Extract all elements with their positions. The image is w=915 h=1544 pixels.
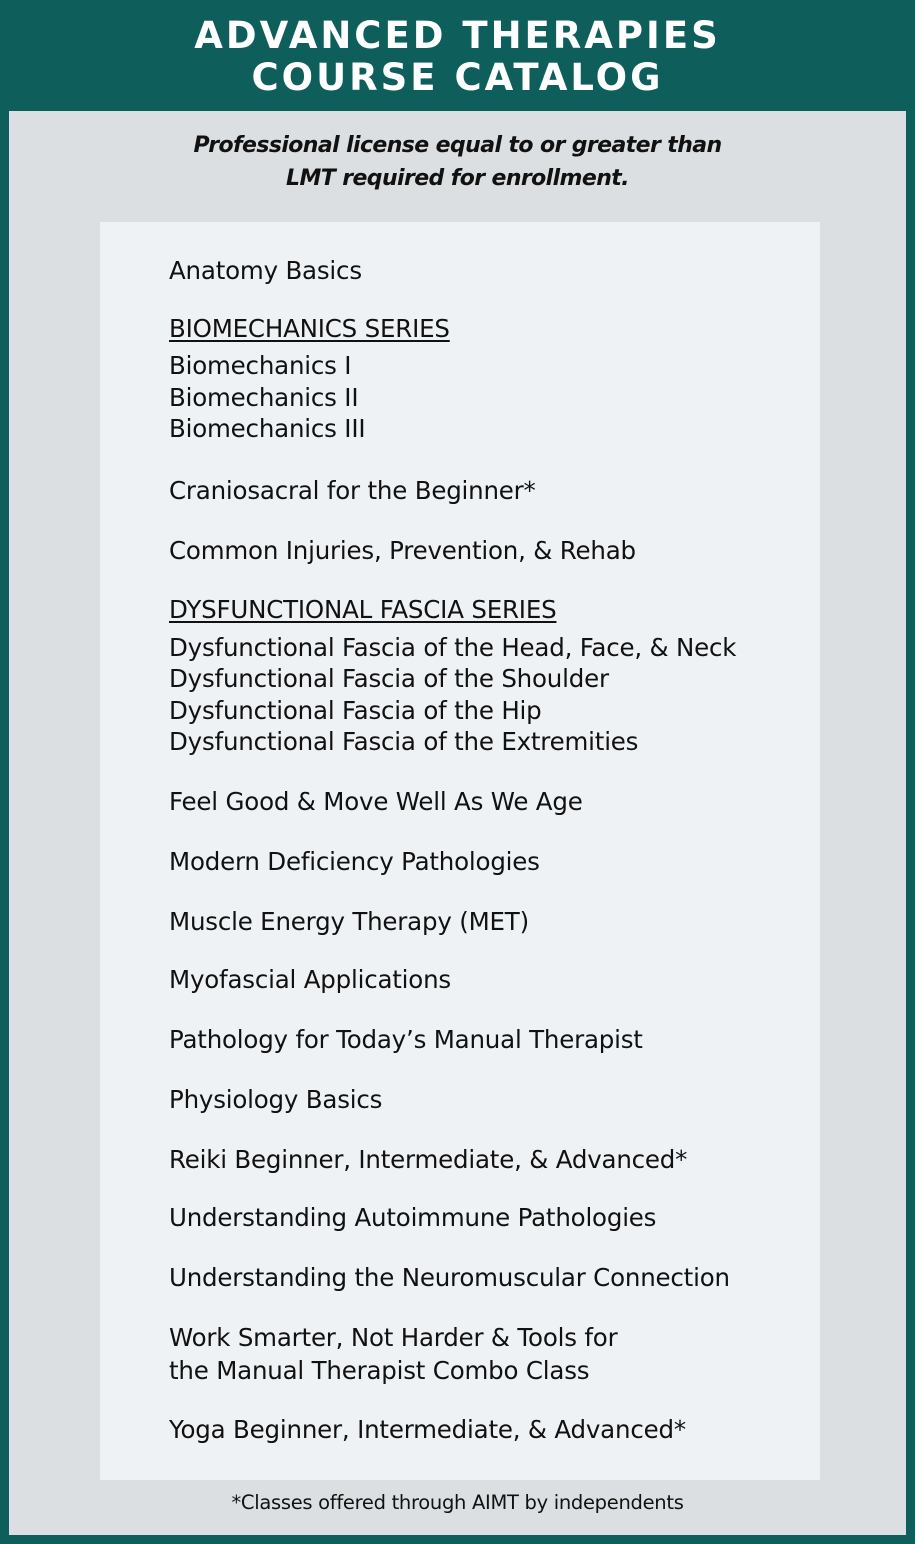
- course-pathology-today: Pathology for Today’s Manual Therapist: [169, 1025, 643, 1054]
- course-autoimmune: Understanding Autoimmune Pathologies: [169, 1203, 657, 1232]
- catalog-title-line1: ADVANCED THERAPIES: [194, 14, 721, 57]
- course-physiology-basics: Physiology Basics: [169, 1085, 383, 1114]
- course-reiki: Reiki Beginner, Intermediate, & Advanced*: [169, 1145, 688, 1174]
- biomechanics-series-heading: BIOMECHANICS SERIES: [169, 314, 450, 343]
- course-yoga: Yoga Beginner, Intermediate, & Advanced*: [169, 1415, 686, 1444]
- catalog-header: [0, 0, 915, 104]
- course-biomechanics-3: Biomechanics III: [169, 414, 366, 443]
- course-work-smarter-line1: Work Smarter, Not Harder & Tools for: [169, 1323, 618, 1352]
- course-list: [100, 222, 820, 1480]
- enrollment-requirement-line2: LMT required for enrollment.: [286, 166, 629, 191]
- footnote: *Classes offered through AIMT by independents: [231, 1491, 684, 1514]
- course-anatomy-basics: Anatomy Basics: [169, 256, 362, 285]
- course-biomechanics-2: Biomechanics II: [169, 383, 359, 412]
- course-fascia-head-face-neck: Dysfunctional Fascia of the Head, Face, & Neck: [169, 633, 737, 662]
- course-myofascial: Myofascial Applications: [169, 965, 451, 994]
- course-common-injuries: Common Injuries, Prevention, & Rehab: [169, 536, 636, 565]
- course-neuromuscular: Understanding the Neuromuscular Connection: [169, 1263, 730, 1292]
- enrollment-requirement-line1: Professional license equal to or greater than: [193, 133, 722, 158]
- course-fascia-shoulder: Dysfunctional Fascia of the Shoulder: [169, 664, 609, 693]
- course-craniosacral: Craniosacral for the Beginner*: [169, 476, 536, 505]
- course-muscle-energy: Muscle Energy Therapy (MET): [169, 907, 529, 936]
- enrollment-requirement: [9, 129, 906, 195]
- course-fascia-extremities: Dysfunctional Fascia of the Extremities: [169, 727, 639, 756]
- course-modern-deficiency: Modern Deficiency Pathologies: [169, 847, 540, 876]
- course-biomechanics-1: Biomechanics I: [169, 351, 352, 380]
- course-work-smarter-line2: the Manual Therapist Combo Class: [169, 1356, 590, 1385]
- catalog-title-line2: COURSE CATALOG: [251, 56, 664, 99]
- course-feel-good: Feel Good & Move Well As We Age: [169, 787, 583, 816]
- catalog-panel: [9, 111, 906, 1535]
- fascia-series-heading: DYSFUNCTIONAL FASCIA SERIES: [169, 595, 557, 624]
- course-fascia-hip: Dysfunctional Fascia of the Hip: [169, 696, 542, 725]
